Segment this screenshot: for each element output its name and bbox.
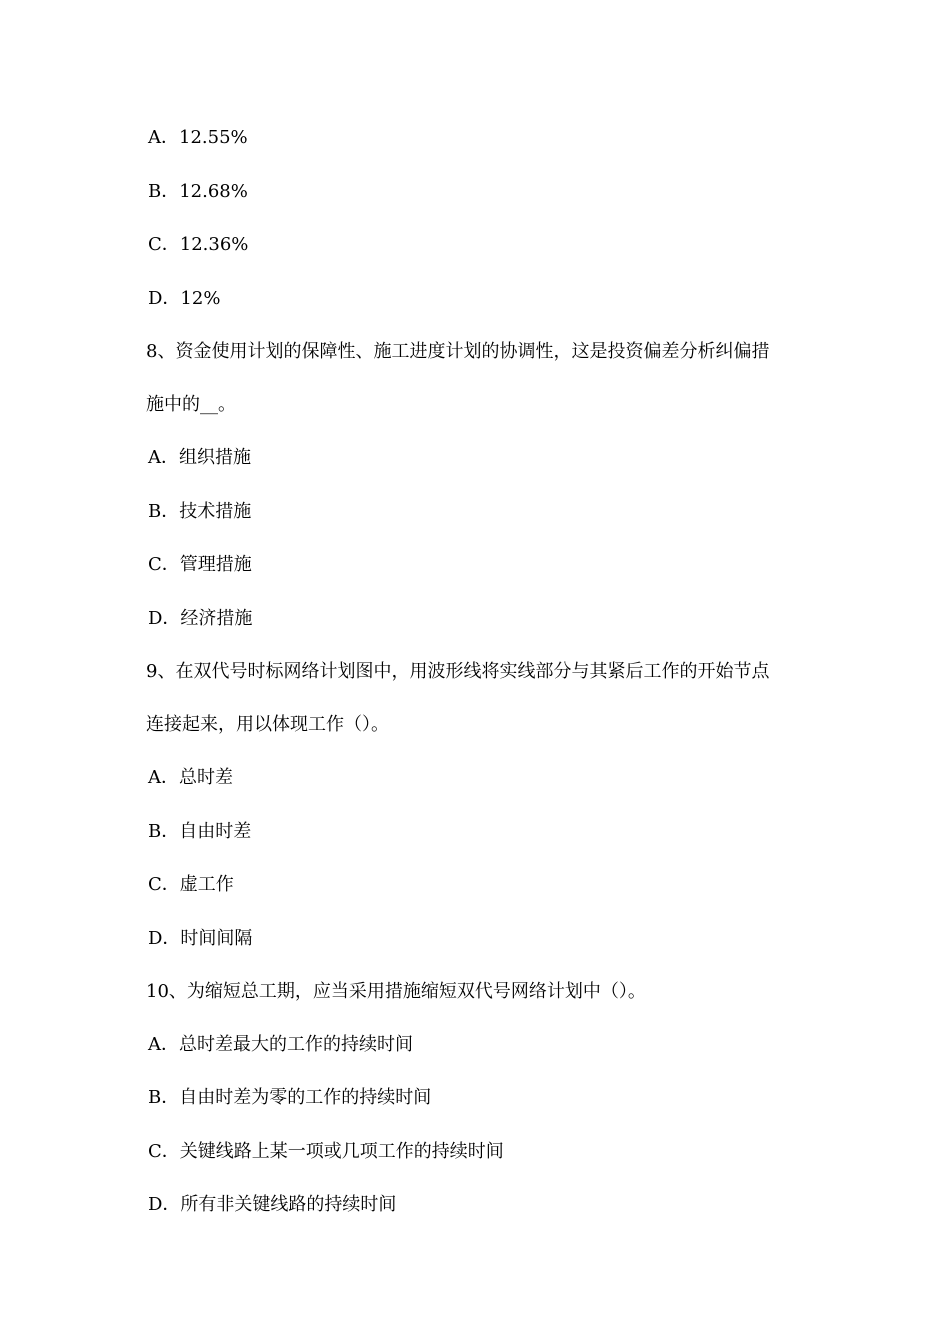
question-9-text-cont: 连接起来，用以体现工作（）。	[146, 714, 389, 735]
question-9-text: 9、在双代号时标网络计划图中，用波形线将实线部分与其紧后工作的开始节点	[146, 661, 770, 682]
option-b: B．12.68%	[148, 181, 248, 202]
option-c: C．关键线路上某一项或几项工作的持续时间	[148, 1141, 504, 1162]
option-d: D．12%	[148, 288, 221, 309]
option-d: D．所有非关键线路的持续时间	[148, 1194, 397, 1215]
option-c: C．12.36%	[148, 234, 249, 255]
option-d: D．时间间隔	[148, 928, 253, 949]
option-d: D．经济措施	[148, 608, 253, 629]
question-8-text-cont: 施中的__。	[146, 394, 236, 415]
question-8-text: 8、资金使用计划的保障性、施工进度计划的协调性，这是投资偏差分析纠偏措	[146, 341, 770, 362]
option-a: A．12.55%	[148, 127, 248, 148]
option-a: A．总时差	[148, 767, 233, 788]
option-b: B．自由时差为零的工作的持续时间	[148, 1087, 432, 1108]
option-a: A．组织措施	[148, 447, 251, 468]
option-c: C．管理措施	[148, 554, 252, 575]
question-10-text: 10、为缩短总工期，应当采用措施缩短双代号网络计划中（）。	[146, 981, 646, 1002]
option-b: B．技术措施	[148, 501, 252, 522]
option-b: B．自由时差	[148, 821, 252, 842]
option-a: A．总时差最大的工作的持续时间	[148, 1034, 413, 1055]
option-c: C．虚工作	[148, 874, 234, 895]
